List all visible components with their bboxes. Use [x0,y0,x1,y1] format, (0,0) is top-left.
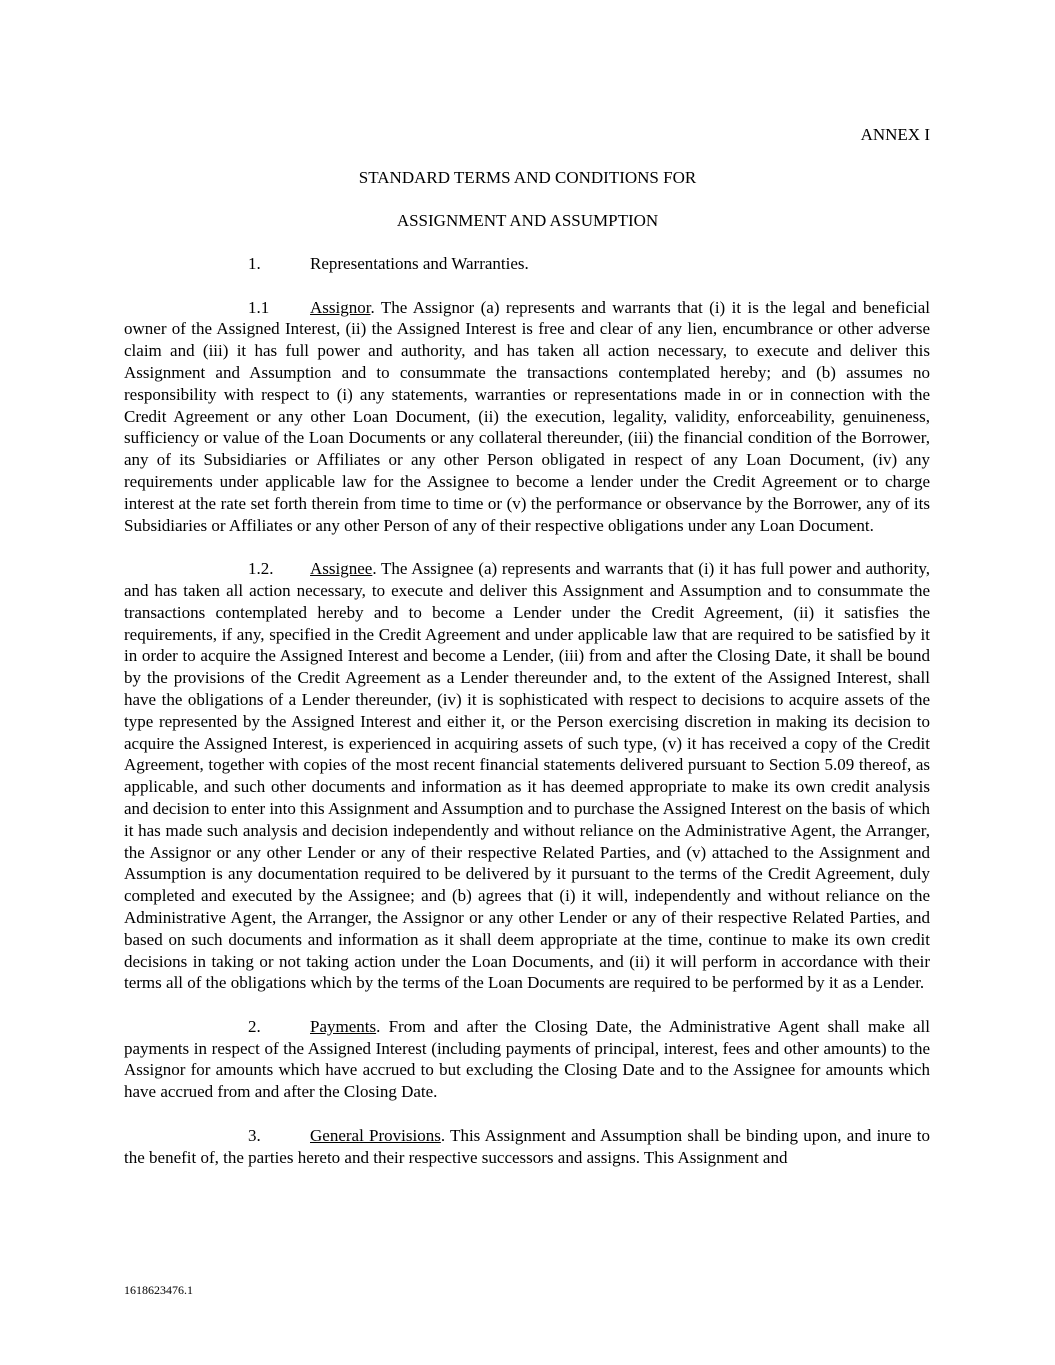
annex-label: ANNEX I [860,125,930,144]
section-1-title: Representations and Warranties. [310,254,529,273]
section-3-text: . This Assignment and Assumption shall be binding upon, and inure to the benefit of, the parties hereto and their respective successors and assigns. This Assignment and [124,1125,930,1167]
document-title-line-1: STANDARD TERMS AND CONDITIONS FOR [358,168,697,187]
section-1-1-paragraph [124,297,930,537]
section-1-2-text: . The Assignee (a) represents and warrants that (i) it has full power and authority, and has taken all action necessary, to execute and deliver this Assignment and Assumption and to consummate the transactions contemplated hereby and to become a Lender under the Credit Agreement, (ii) it satisfies the requirements, if any, specified in the Credit Agreement and under applicable law that are required to be satisfied by it in order to acquire the Assigned Interest and become a Lender, (iii) from and after the Closing Date, it shall be bound by the provisions of the Credit Agreement as a Lender thereunder and, to the extent of the Assigned Interest, shall have the obligations of a Lender thereunder, (iv) it is sophisticated with respect to decisions to acquire assets of the type represented by the Assigned Interest and either it, or the Person exercising discretion in making its decision to acquire the Assigned Interest, is experienced in acquiring assets of such type, (v) it has received a copy of the Credit Agreement, together with copies of the most recent financial statements delivered pursuant to Section 5.09 thereof, as applicable, and such other documents and information as it has deemed appropriate to make its own credit analysis and decision to enter into this Assignment and Assumption and to purchase the Assigned Interest on the basis of which it has made such analysis and decision independently and without reliance on the Administrative Agent, the Arranger, the Assignor or any other Lender or any of their respective Related Parties, and (v) attached to the Assignment and Assumption is any documentation required to be delivered by it pursuant to the terms of the Credit Agreement, duly completed and executed by the Assignee; and (b) agrees that (i) it will, independently and without reliance on the Administrative Agent, the Arranger, the Assignor or any other Lender or any of their respective Related Parties, and based on such documents and information as it shall deem appropriate at the time, continue to make its own credit decisions in taking or not taking action under the Loan Documents, and (ii) it will perform in accordance with their terms all of the obligations which by the terms of the Loan Documents are required to be performed by it as a Lender. [124,559,930,993]
document-id-footer: 1618623476.1 [124,1283,193,1297]
section-1-2-number: 1.2. [248,559,274,579]
document-title-line-2: ASSIGNMENT AND ASSUMPTION [396,211,659,230]
section-2-number: 2. [248,1016,261,1036]
section-1-1-text: . The Assignor (a) represents and warrants that (i) it is the legal and beneficial owner of the Assigned Interest, (ii) the Assigned Interest is free and clear of any lien, encumbrance or other adverse claim and (iii) it has full power and authority, and has taken all action necessary, to execute and deliver this Assignment and Assumption and to consummate the transactions contemplated hereby; and (b) assumes no responsibility with respect to (i) any statements, warranties or representations made in or in connection with the Credit Agreement or any other Loan Document, (ii) the execution, legality, validity, enforceability, genuineness, sufficiency or value of the Loan Documents or any collateral thereunder, (iii) the financial condition of the Borrower, any of its Subsidiaries or Affiliates or any other Person obligated in respect of any Loan Document, (iv) any requirements under applicable law for the Assignee to become a lender under the Credit Agreement or to charge interest at the rate set forth therein from time to time or (v) the performance or observance by the Borrower, any of its Subsidiaries or Affiliates or any other Person of any of their respective obligations under any Loan Document. [124,297,930,535]
section-3-paragraph [124,1125,930,1169]
section-1-2-paragraph [124,558,930,994]
section-2-label: Payments [310,1016,377,1036]
section-1-number: 1. [248,254,261,273]
section-1-1-number: 1.1 [248,297,270,317]
section-1-1-label: Assignor [310,297,371,317]
section-3-number: 3. [248,1125,261,1145]
section-2-paragraph [124,1016,930,1103]
section-1-heading [124,253,930,275]
section-1-2-label: Assignee [310,559,373,579]
section-3-label: General Provisions [310,1125,441,1145]
document-body [124,253,930,1190]
section-2-text: . From and after the Closing Date, the Administrative Agent shall make all payments in respect of the Assigned Interest (including payments of principal, interest, fees and other amounts) to the Assignor for amounts which have accrued to but excluding the Closing Date and to the Assignee for amounts which have accrued from and after the Closing Date. [124,1016,930,1102]
